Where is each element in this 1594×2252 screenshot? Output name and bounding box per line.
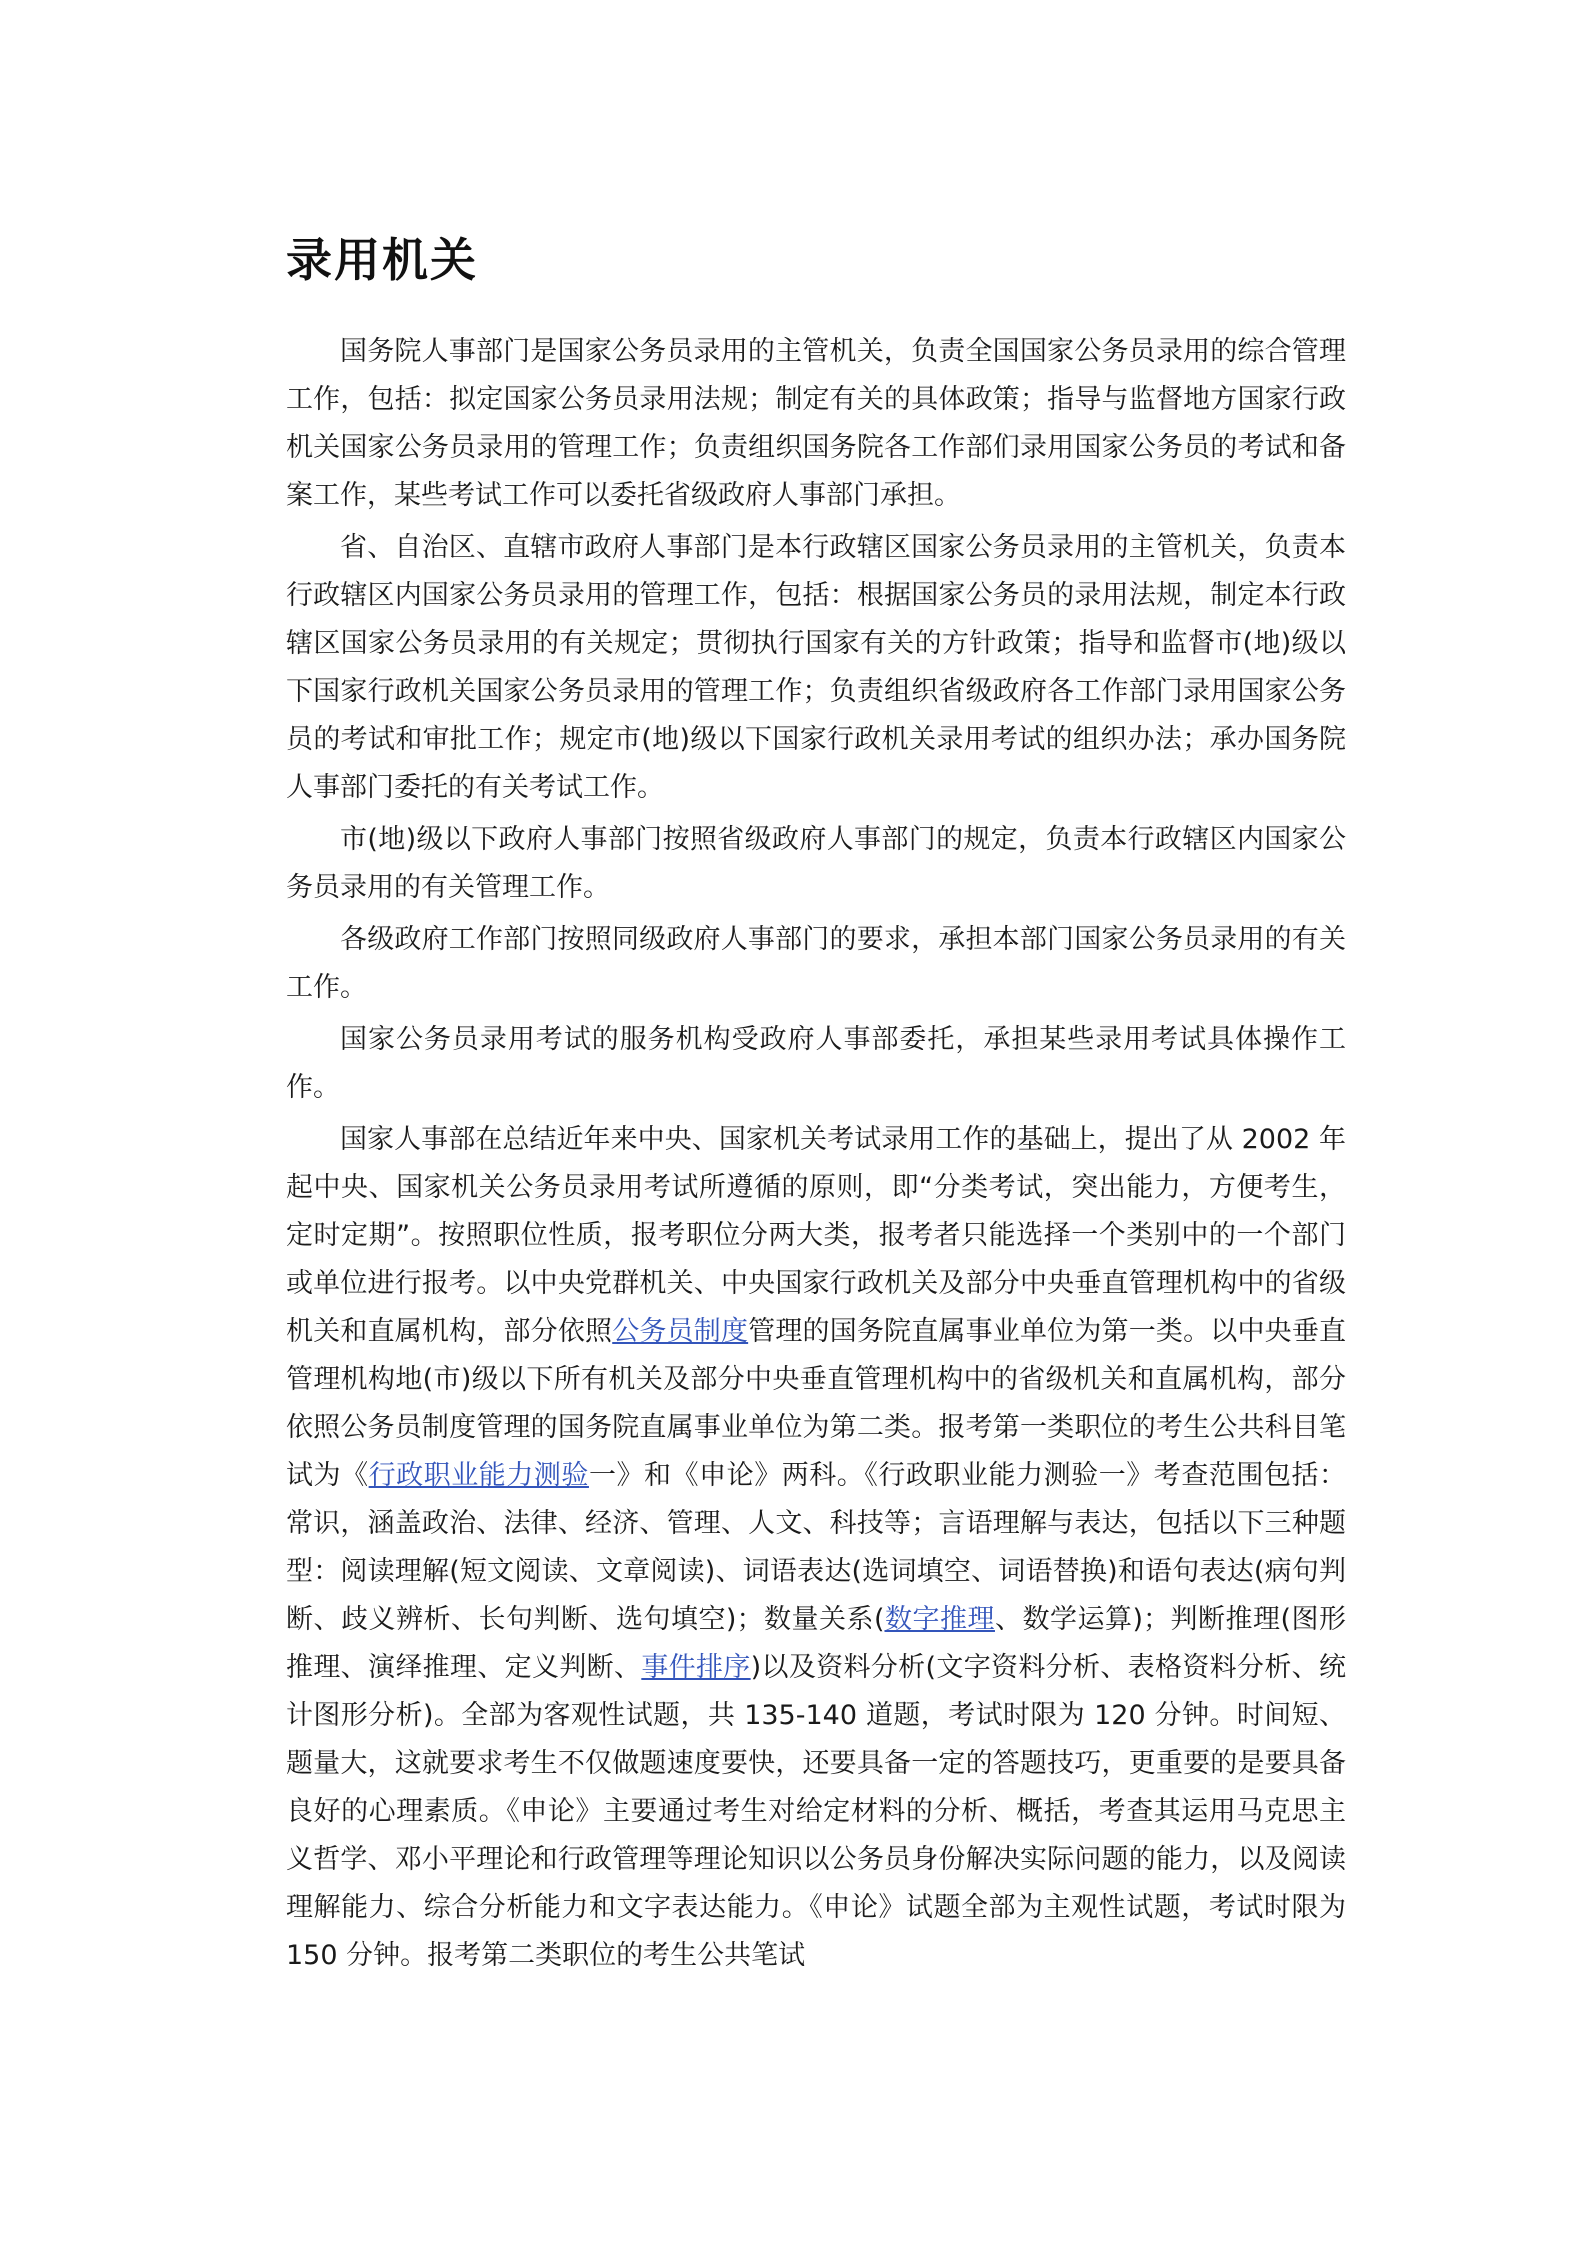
paragraph-text: 各级政府工作部门按照同级政府人事部门的要求，承担本部门国家公务员录用的有关工作。 — [286, 924, 1346, 1003]
paragraph-text: 国务院人事部门是国家公务员录用的主管机关，负责全国国家公务员录用的综合管理工作，包括：拟定国家公务员录用法规；制定有关的具体政策；指导与监督地方国家行政机关国家公务员录用的管理工作；负责组织国务院各工作部们录用国家公务员的考试和备案工作，某些考试工作可以委托省级政府人事部门承担。 — [286, 336, 1346, 511]
hyperlink[interactable]: 行政职业能力测验 — [368, 1460, 589, 1491]
page-title: 录用机关 — [286, 233, 478, 287]
paragraph-text: 一》和《申论》两科。《行政职业能力测验一》考查范围包括：常识，涵盖政治、法律、经济、管理、人文、科技等；言语理解与表达，包括以下三种题型：阅读理解(短文阅读、文章阅读)、词语表达(选词填空、词语替换)和语句表达(病句判断、歧义辨析、长句判断、选句填空)；数量关系( — [286, 1460, 1347, 1635]
paragraph-text: )以及资料分析(文字资料分析、表格资料分析、统计图形分析)。全部为客观性试题，共 135-140 道题，考试时限为 120 分钟。时间短、题量大，这就要求考生不仅做题速度要快，还要具备一定的答题技巧，更重要的是要具备良好的心理素质。《申论》主要通过考生对给定材料的分析、概括，考查其运用马克思主义哲学、邓小平理论和行政管理等理论知识以公务员身份解决实际问题的能力，以及阅读理解能力、综合分析能力和文字表达能力。《申论》试题全部为主观性试题，考试时限为 150 分钟。报考第二类职位的考生公共笔试 — [286, 1652, 1346, 1971]
paragraph — [286, 1016, 1346, 1112]
paragraph-text: 市(地)级以下政府人事部门按照省级政府人事部门的规定，负责本行政辖区内国家公务员录用的有关管理工作。 — [286, 824, 1346, 903]
paragraph-text: 国家公务员录用考试的服务机构受政府人事部委托，承担某些录用考试具体操作工作。 — [286, 1024, 1346, 1103]
hyperlink[interactable]: 事件排序 — [641, 1652, 751, 1683]
paragraph — [286, 524, 1346, 812]
paragraph-text: 管理的国务院直属事业单位为第一类。以中央垂直管理机构地(市)级以下所有机关及部分中央垂直管理机构中的省级机关和直属机构，部分依照公务员制度管理的国务院直属事业单位为第二类。报考第一类职位的考生公共科目笔试为《 — [286, 1316, 1347, 1491]
paragraph-text: 省、自治区、直辖市政府人事部门是本行政辖区国家公务员录用的主管机关，负责本行政辖区内国家公务员录用的管理工作，包括：根据国家公务员的录用法规，制定本行政辖区国家公务员录用的有关规定；贯彻执行国家有关的方针政策；指导和监督市(地)级以下国家行政机关国家公务员录用的管理工作；负责组织省级政府各工作部门录用国家公务员的考试和审批工作；规定市(地)级以下国家行政机关录用考试的组织办法；承办国务院人事部门委托的有关考试工作。 — [286, 532, 1346, 803]
paragraph — [286, 328, 1346, 520]
paragraph — [286, 1116, 1346, 1980]
paragraph — [286, 816, 1346, 912]
hyperlink[interactable]: 数字推理 — [884, 1604, 995, 1635]
paragraph-text: 国家人事部在总结近年来中央、国家机关考试录用工作的基础上，提出了从 2002 年起中央、国家机关公务员录用考试所遵循的原则，即“分类考试，突出能力，方便考生，定时定期”。按照职位性质，报考职位分两大类，报考者只能选择一个类别中的一个部门或单位进行报考。以中央党群机关、中央国家行政机关及部分中央垂直管理机构中的省级机关和直属机构，部分依照 — [286, 1124, 1346, 1347]
hyperlink[interactable]: 公务员制度 — [612, 1316, 749, 1347]
paragraph — [286, 916, 1346, 1012]
paragraph-text: 、数学运算)；判断推理(图形推理、演绎推理、定义判断、 — [286, 1604, 1346, 1683]
document-body — [286, 328, 1346, 1984]
